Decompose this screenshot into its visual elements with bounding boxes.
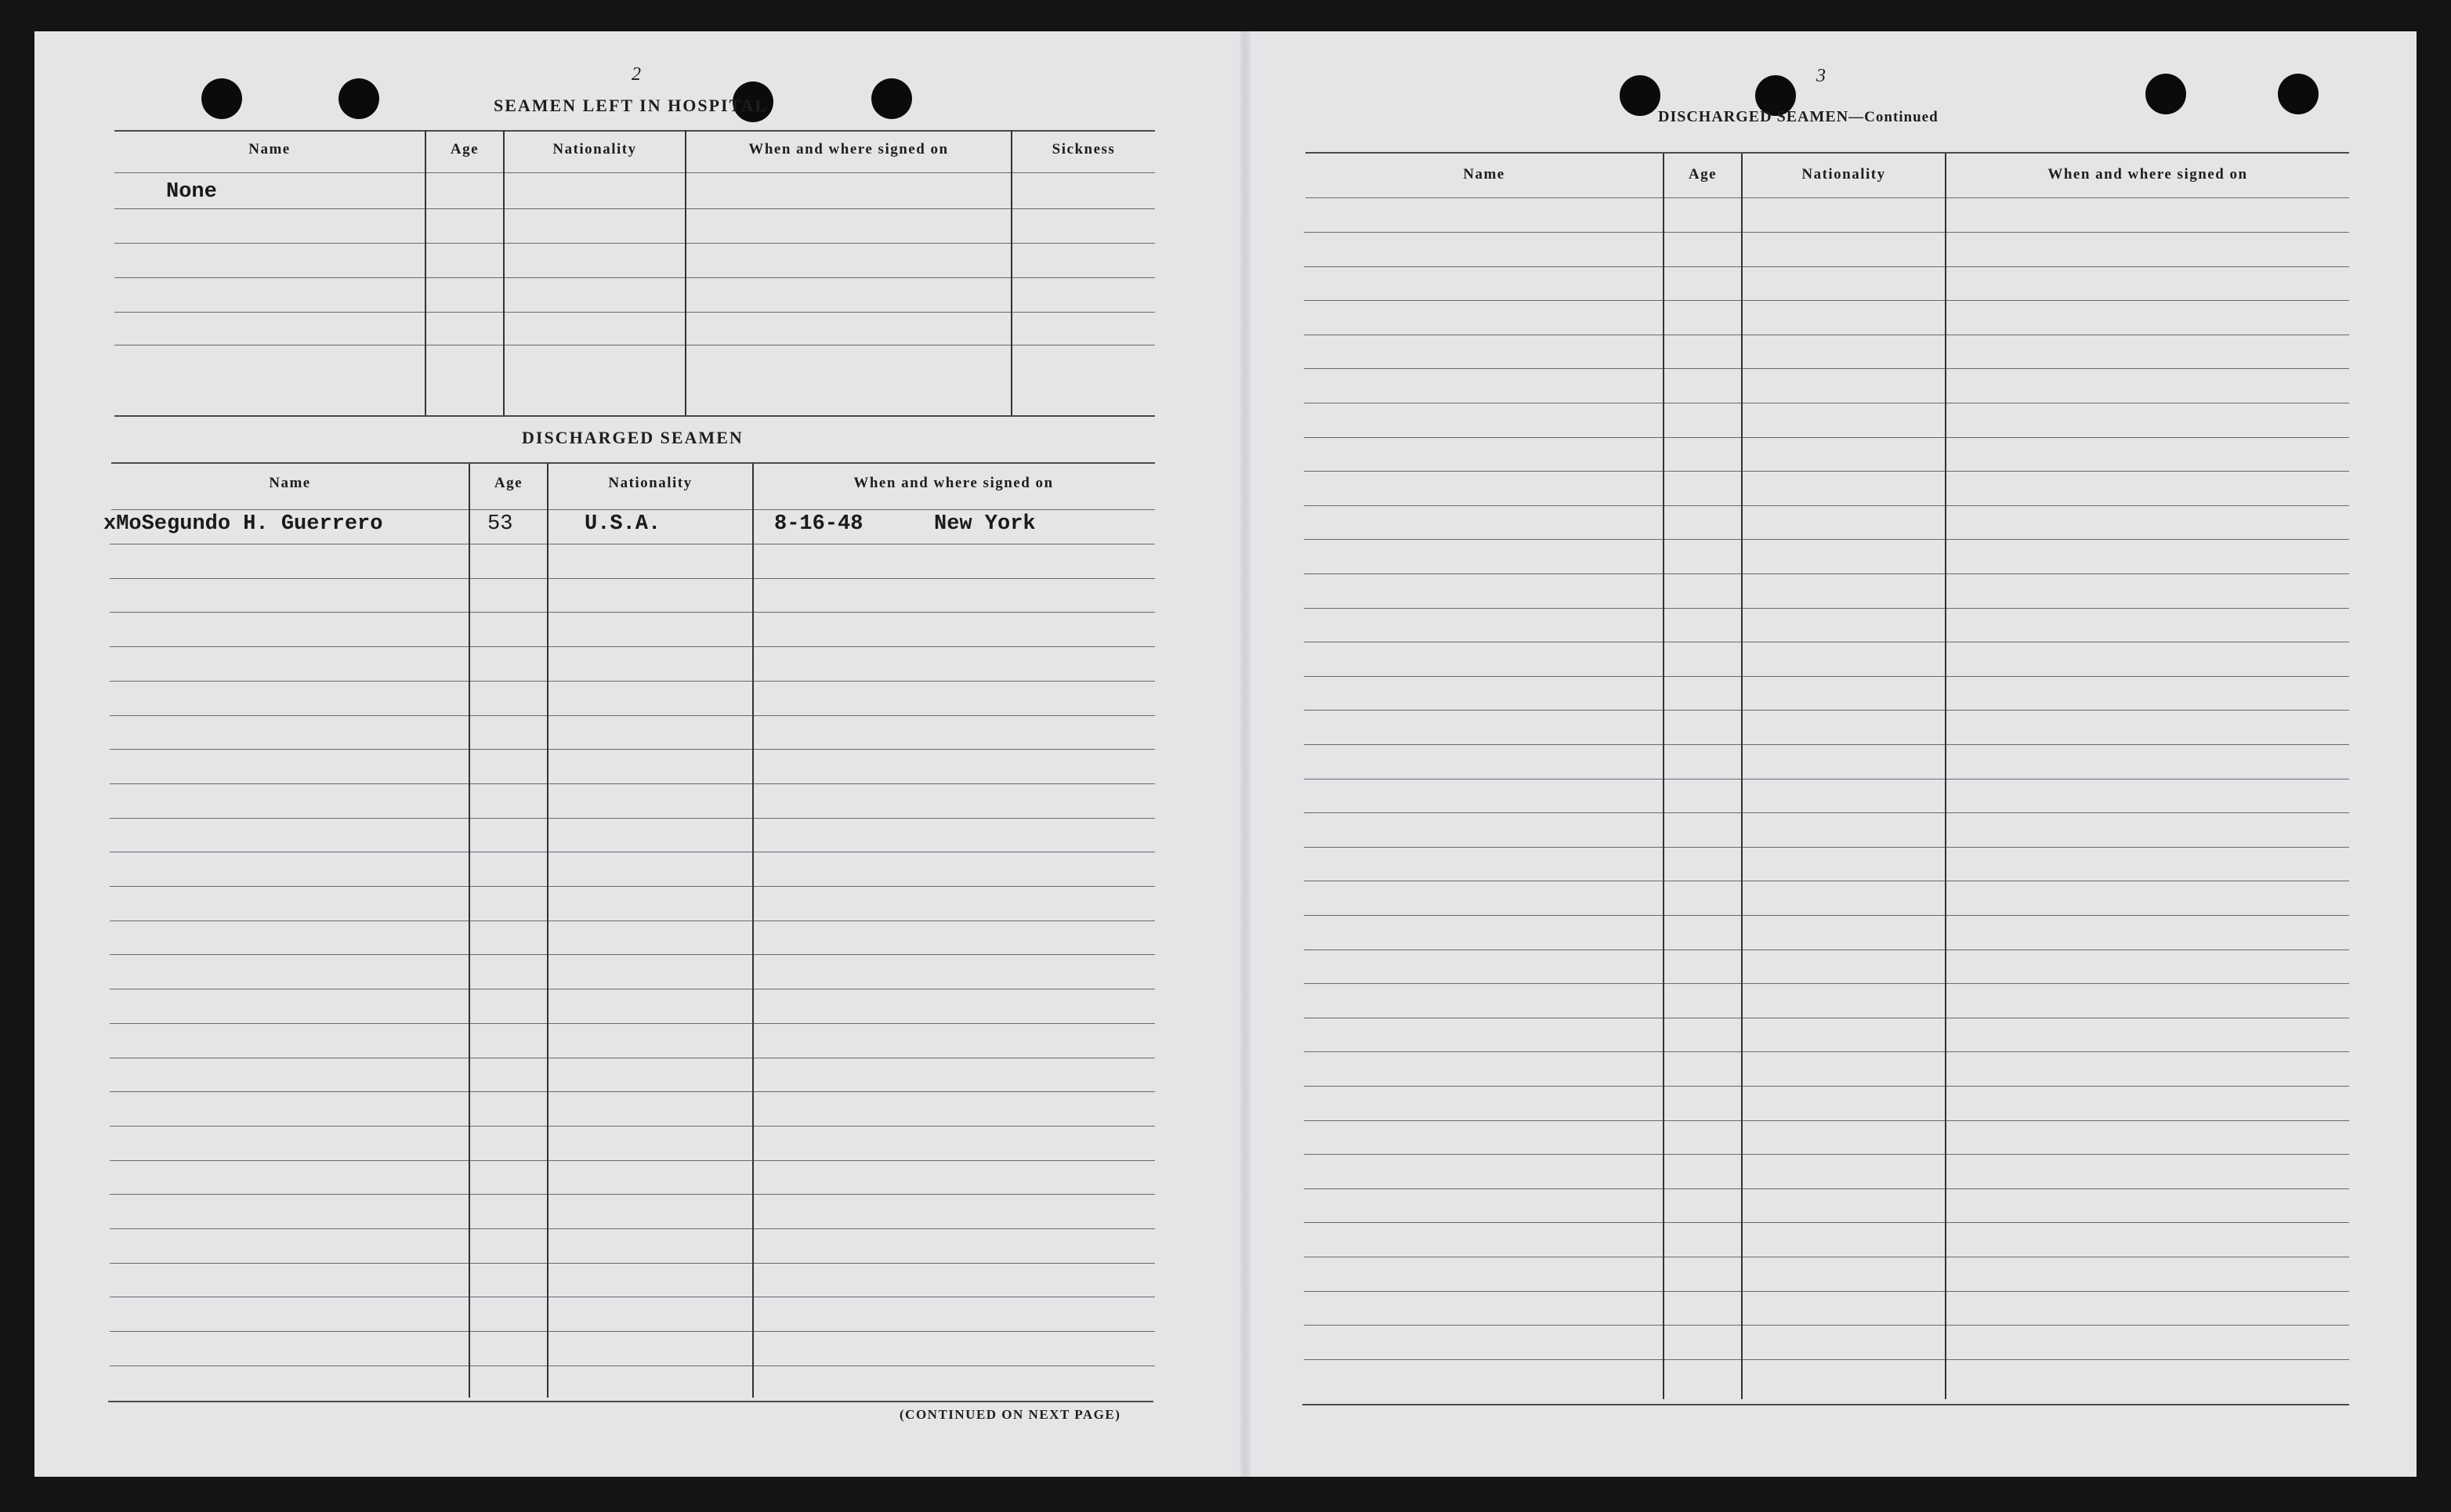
right-header-rule: [1305, 197, 2349, 198]
ruled-row-line: [1304, 1051, 2349, 1052]
seaman-signed-date: 8-16-48: [774, 512, 863, 536]
ruled-row-line: [110, 612, 1155, 613]
ruled-row-line: [110, 1023, 1155, 1024]
ruled-row-line: [1304, 847, 2349, 848]
ruled-row-line: [110, 715, 1155, 716]
page-number-right: 3: [1816, 66, 1826, 86]
ruled-row-line: [1304, 266, 2349, 267]
right-table-top: [1305, 152, 2349, 154]
discharged-col-name: Name: [269, 475, 311, 491]
hospital-table-top: [114, 130, 1155, 132]
ruled-row-line: [1304, 1188, 2349, 1189]
ruled-row-line: [1304, 300, 2349, 301]
discharged-col-signed-on: When and where signed on: [853, 475, 1054, 491]
ruled-row-line: [1304, 710, 2349, 711]
ruled-row-line: [110, 1194, 1155, 1195]
right-col-divider: [1663, 154, 1664, 1399]
seaman-signed-place: New York: [934, 512, 1036, 536]
hospital-col-divider: [425, 130, 426, 415]
ruled-row-line: [1304, 608, 2349, 609]
ruled-row-line: [1304, 539, 2349, 540]
ruled-row-line: [1304, 983, 2349, 984]
ruled-row-line: [1304, 1086, 2349, 1087]
hospital-section-title: SEAMEN LEFT IN HOSPITAL: [494, 96, 769, 115]
ruled-row-line: [110, 749, 1155, 750]
ruled-row-line: [1304, 812, 2349, 813]
ruled-row-line: [1304, 779, 2349, 780]
hospital-col-divider: [685, 130, 686, 415]
ruled-row-line: [1304, 1325, 2349, 1326]
ruled-row-line: [110, 578, 1155, 579]
right-col-divider: [1741, 154, 1743, 1399]
page-number-left: 2: [632, 64, 641, 85]
hospital-col-sickness: Sickness: [1052, 141, 1116, 157]
discharged-col-divider: [547, 464, 548, 1398]
ruled-row-line: [110, 681, 1155, 682]
seaman-name: xMoSegundo H. Guerrero: [103, 512, 383, 536]
ruled-row-line: [1304, 744, 2349, 745]
right-col-name: Name: [1463, 166, 1505, 183]
ruled-row-line: [1304, 915, 2349, 916]
hospital-row-line: [114, 243, 1155, 244]
discharged-table-bottom: [108, 1401, 1153, 1402]
discharged-col-divider: [752, 464, 754, 1398]
punch-hole: [871, 78, 912, 119]
right-col-age: Age: [1688, 166, 1718, 183]
punch-hole: [2278, 74, 2319, 114]
ruled-row-line: [1304, 232, 2349, 233]
hospital-row-line: [114, 208, 1155, 209]
hospital-row-line: [114, 277, 1155, 278]
ruled-row-line: [1304, 505, 2349, 506]
right-col-nationality: Nationality: [1801, 166, 1886, 183]
punch-hole: [339, 78, 379, 119]
hospital-col-nationality: Nationality: [552, 141, 637, 157]
ledger-sheet: [34, 31, 2417, 1477]
ruled-row-line: [1304, 437, 2349, 438]
punch-hole: [2145, 74, 2186, 114]
ruled-row-line: [110, 1331, 1155, 1332]
discharged-col-divider: [469, 464, 470, 1398]
punch-hole: [1620, 75, 1660, 116]
discharged-col-nationality: Nationality: [608, 475, 693, 491]
ruled-row-line: [110, 886, 1155, 887]
discharged-table-top: [111, 462, 1155, 464]
seaman-nationality: U.S.A.: [585, 512, 661, 536]
ruled-row-line: [1304, 471, 2349, 472]
hospital-col-divider: [503, 130, 505, 415]
ruled-row-line: [1304, 368, 2349, 369]
hospital-col-age: Age: [450, 141, 480, 157]
discharged-col-age: Age: [494, 475, 523, 491]
page-fold: [1240, 31, 1251, 1477]
ruled-row-line: [110, 1228, 1155, 1229]
ruled-row-line: [110, 818, 1155, 819]
right-col-divider: [1945, 154, 1946, 1399]
ruled-row-line: [110, 1091, 1155, 1092]
seaman-age: 53: [487, 512, 513, 536]
ruled-row-line: [110, 646, 1155, 647]
right-table-bottom: [1302, 1404, 2349, 1405]
ruled-row-line: [110, 954, 1155, 955]
ruled-row-line: [1304, 1120, 2349, 1121]
ruled-row-line: [1304, 1154, 2349, 1155]
discharged-header-rule: [111, 509, 1155, 510]
discharged-section-title: DISCHARGED SEAMEN: [522, 428, 744, 447]
ruled-row-line: [110, 1160, 1155, 1161]
ruled-row-line: [110, 1263, 1155, 1264]
ruled-row-line: [1304, 573, 2349, 574]
hospital-entry-none: None: [166, 180, 217, 204]
continued-footer: (CONTINUED ON NEXT PAGE): [900, 1407, 1121, 1422]
hospital-col-divider: [1011, 130, 1012, 415]
punch-hole: [201, 78, 242, 119]
hospital-col-signed-on: When and where signed on: [748, 141, 949, 157]
hospital-row-line: [114, 312, 1155, 313]
hospital-table-header-rule: [114, 172, 1155, 173]
discharged-continued-title-main: DISCHARGED SEAMEN: [1658, 108, 1849, 125]
discharged-continued-title: [1658, 108, 1939, 126]
hospital-table-bottom: [114, 415, 1155, 417]
ruled-row-line: [110, 783, 1155, 784]
ruled-row-line: [110, 1126, 1155, 1127]
ruled-row-line: [1304, 1359, 2349, 1360]
discharged-continued-suffix: —Continued: [1848, 109, 1939, 125]
ruled-row-line: [1304, 1291, 2349, 1292]
right-col-signed-on: When and where signed on: [2047, 166, 2248, 183]
hospital-col-name: Name: [248, 141, 291, 157]
ruled-row-line: [1304, 1222, 2349, 1223]
ruled-row-line: [1304, 676, 2349, 677]
